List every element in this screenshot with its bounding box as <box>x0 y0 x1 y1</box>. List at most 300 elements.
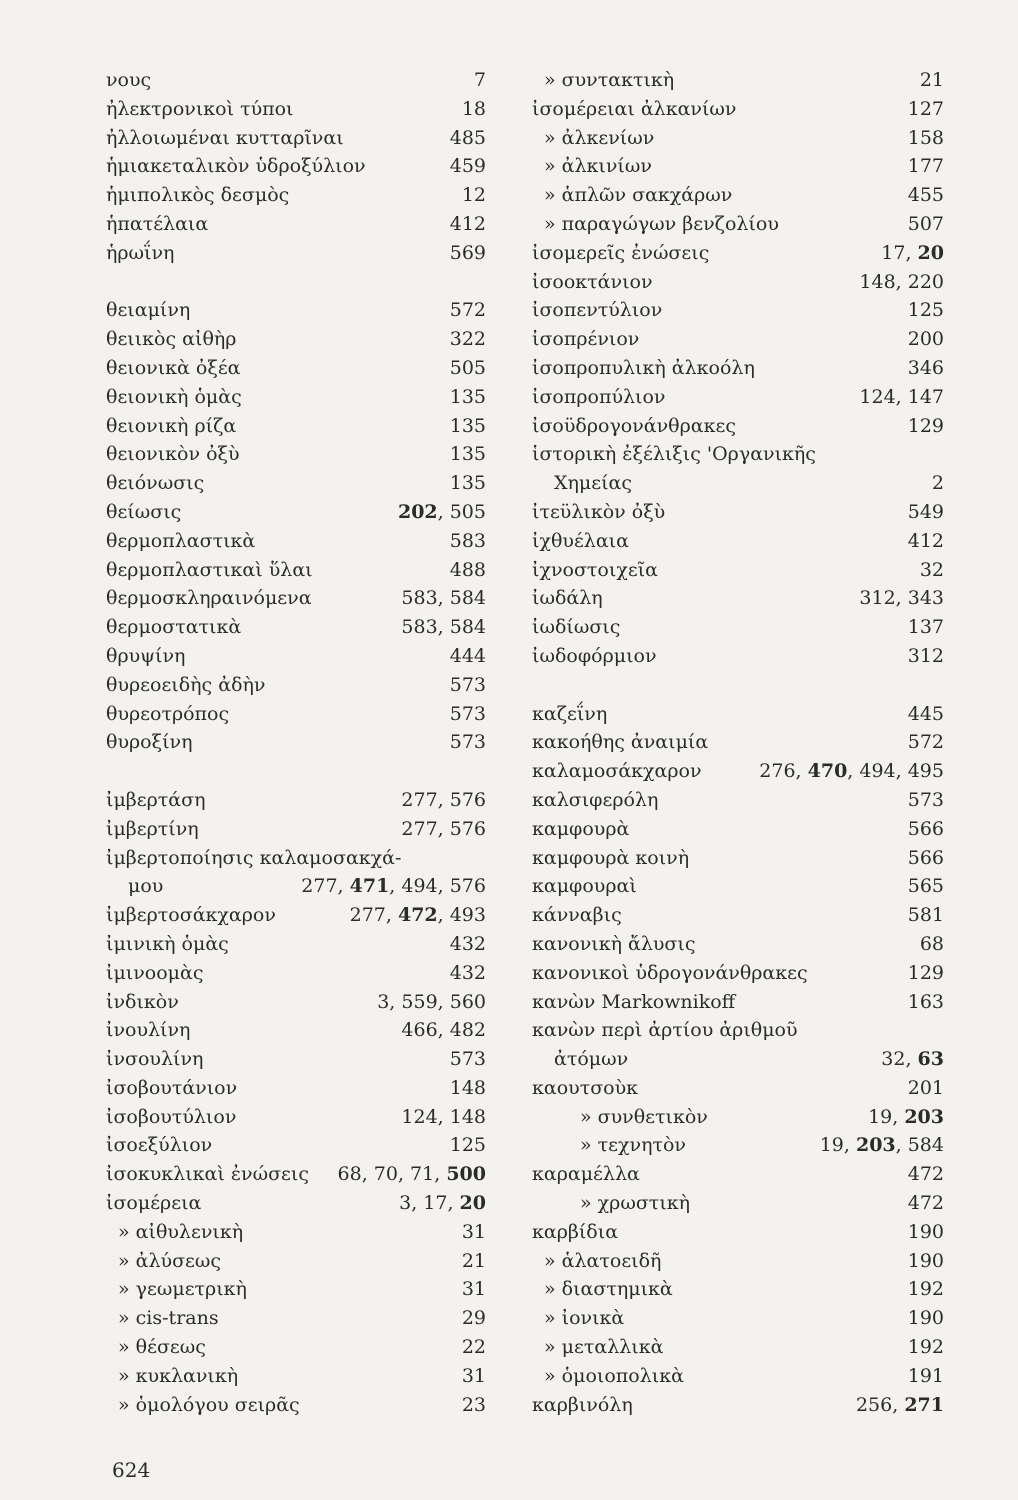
page-ref-main: 471 <box>349 875 390 898</box>
page-ref-main: 203 <box>904 1105 944 1128</box>
page-ref: 444 <box>449 644 486 667</box>
page-ref: 549 <box>907 500 944 523</box>
page-refs <box>462 181 486 210</box>
page-ref: 573 <box>449 702 486 725</box>
page-ref: 19, <box>868 1105 905 1128</box>
index-term: θυροξίνη <box>106 731 193 754</box>
page-refs <box>908 700 944 729</box>
page-ref: 68, 70, 71, <box>337 1163 447 1186</box>
page-ref: 190 <box>907 1307 944 1330</box>
page-refs <box>462 1333 486 1362</box>
page-ref: 127 <box>907 97 944 120</box>
page-ref: 148, 220 <box>859 270 944 293</box>
page-ref: 125 <box>449 1134 486 1157</box>
page-ref: 3, 17, <box>399 1192 460 1215</box>
page-ref: 459 <box>449 155 486 178</box>
page-refs <box>450 296 486 325</box>
page-refs <box>450 642 486 671</box>
page-ref: 566 <box>907 817 944 840</box>
index-term: καλαμοσάκχαρον <box>532 760 702 783</box>
index-term: κανονικοὶ ὑδρογονάνθρακες <box>532 961 808 984</box>
page-refs <box>908 95 944 124</box>
index-entry <box>106 1103 486 1132</box>
index-term: ἰωδίωσις <box>532 616 621 639</box>
index-entry <box>532 354 944 383</box>
page-refs <box>908 498 944 527</box>
page-refs <box>908 815 944 844</box>
index-term: » μεταλλικὰ <box>544 1336 664 1359</box>
page-ref: 583, 584 <box>401 587 486 610</box>
page-ref: 21 <box>919 69 944 91</box>
page-ref: 277, 576 <box>401 817 486 840</box>
index-term: » ἀλκενίων <box>544 126 655 149</box>
page-ref: 163 <box>907 990 944 1013</box>
index-entry <box>106 1074 486 1103</box>
page-refs <box>450 239 486 268</box>
index-term: ἰμβερτίνη <box>106 817 199 840</box>
index-entry <box>106 1045 486 1074</box>
page-refs <box>377 988 486 1017</box>
page-ref: 276, <box>759 760 808 783</box>
page-ref: 488 <box>449 558 486 581</box>
index-term: καζεΐνη <box>532 702 608 725</box>
index-term: ἰμβερτοποίησις καλαμοσακχά- <box>106 846 402 869</box>
index-term: καμφουρὰ κοινὴ <box>532 846 690 869</box>
page-refs <box>908 959 944 988</box>
page-ref: 137 <box>907 616 944 639</box>
page-ref: 31 <box>461 1220 486 1243</box>
index-term: ἰμινοομὰς <box>106 961 204 984</box>
page-refs <box>399 1189 486 1218</box>
index-entry <box>532 527 944 556</box>
page-refs <box>462 1362 486 1391</box>
page-ref: 572 <box>449 299 486 322</box>
index-term: ἰνουλίνη <box>106 1019 191 1042</box>
page-ref: , 584 <box>895 1134 944 1157</box>
index-term: » θέσεως <box>118 1336 206 1359</box>
page-ref: 472 <box>907 1192 944 1215</box>
page-ref: 505 <box>449 356 486 379</box>
index-entry <box>532 181 944 210</box>
page-ref: 21 <box>461 1249 486 1272</box>
index-term: ἰσοϋδρογονάνθρακες <box>532 414 736 437</box>
page-ref: 129 <box>907 414 944 437</box>
page-ref: 581 <box>907 904 944 927</box>
page-ref: 432 <box>449 932 486 955</box>
page-ref: 573 <box>449 731 486 754</box>
index-entry <box>532 1045 944 1074</box>
index-entry <box>532 584 944 613</box>
index-entry <box>532 1391 944 1420</box>
page-refs <box>908 1189 944 1218</box>
page-ref: 22 <box>461 1336 486 1359</box>
page-refs <box>908 1218 944 1247</box>
page-refs <box>881 239 944 268</box>
index-term: καλσιφερόλη <box>532 788 659 811</box>
page-ref-main: 20 <box>459 1192 486 1215</box>
index-term: καρβίδια <box>532 1220 619 1243</box>
index-entry <box>106 1275 486 1304</box>
index-entry <box>532 1131 944 1160</box>
page-ref: 583 <box>449 529 486 552</box>
index-term: » αἰθυλενικὴ <box>118 1220 244 1243</box>
page-refs <box>908 988 944 1017</box>
index-term: κανὼν περὶ ἀρτίου ἀριθμοῦ <box>532 1019 798 1042</box>
page-refs <box>450 354 486 383</box>
page-ref: 135 <box>449 472 486 495</box>
page-refs <box>450 959 486 988</box>
page-refs <box>908 872 944 901</box>
index-entry <box>532 268 944 297</box>
page-refs <box>908 901 944 930</box>
page-refs <box>908 1275 944 1304</box>
index-term: ἰωδάλη <box>532 587 603 610</box>
page-ref: 135 <box>449 414 486 437</box>
page-refs <box>759 757 944 786</box>
index-entry <box>532 1016 944 1045</box>
page-ref: 346 <box>907 356 944 379</box>
index-entry <box>106 325 486 354</box>
index-entry <box>106 786 486 815</box>
index-term: θυρεοτρόπος <box>106 702 230 725</box>
index-entry <box>106 1304 486 1333</box>
page-ref: 583, 584 <box>401 616 486 639</box>
index-entry <box>106 815 486 844</box>
page-refs <box>401 786 486 815</box>
page-refs <box>450 728 486 757</box>
page-ref: 573 <box>907 788 944 811</box>
page-ref: 135 <box>449 443 486 466</box>
index-term: ἰτεϋλικὸν ὀξὺ <box>532 500 666 523</box>
index-entry <box>532 210 944 239</box>
page-refs <box>450 440 486 469</box>
page-ref: 322 <box>449 328 486 351</box>
page-refs <box>450 469 486 498</box>
index-term: ἰσοπεντύλιον <box>532 299 663 322</box>
page-refs <box>868 1103 944 1132</box>
page-refs <box>450 152 486 181</box>
index-term: ἱστορικὴ ἐξέλιξις 'Οργανικῆς <box>532 443 816 466</box>
index-entry <box>532 498 944 527</box>
page-refs <box>450 124 486 153</box>
page-ref: 19, <box>819 1134 856 1157</box>
index-entry <box>106 498 486 527</box>
index-term: ἰμβερτάση <box>106 788 206 811</box>
index-entry <box>106 354 486 383</box>
index-term: ἰσοβουτάνιον <box>106 1076 238 1099</box>
index-entry <box>106 1160 486 1189</box>
index-term: » ἁπλῶν σακχάρων <box>544 184 733 207</box>
index-entry <box>532 844 944 873</box>
index-term: ἰχνοστοιχεῖα <box>532 558 658 581</box>
page-ref: 192 <box>907 1336 944 1359</box>
page-refs <box>908 181 944 210</box>
index-term: ἰμβερτοσάκχαρον <box>106 904 276 927</box>
page-refs <box>908 728 944 757</box>
index-entry <box>106 728 486 757</box>
index-entry <box>532 95 944 124</box>
page-refs <box>920 66 944 95</box>
page-ref-main: 20 <box>917 241 944 264</box>
index-term: ἰσοπρένιον <box>532 328 640 351</box>
page-ref: , 493 <box>437 904 486 927</box>
page-refs <box>350 901 486 930</box>
page-refs <box>450 1045 486 1074</box>
index-entry <box>532 930 944 959</box>
index-entry <box>106 1333 486 1362</box>
page-ref: 507 <box>907 212 944 235</box>
index-entry <box>106 412 486 441</box>
page-ref: 412 <box>449 212 486 235</box>
index-entry <box>532 700 944 729</box>
index-entry <box>532 469 944 498</box>
page-ref: 277, <box>349 904 398 927</box>
page-refs <box>450 527 486 556</box>
page-refs <box>450 1131 486 1160</box>
page-refs <box>450 671 486 700</box>
page-ref: 312 <box>907 644 944 667</box>
index-term: θειονικὸν ὀξὺ <box>106 443 240 466</box>
index-term: θειόνωσις <box>106 472 205 495</box>
index-entry <box>532 296 944 325</box>
page-refs <box>450 325 486 354</box>
index-term: θερμοσκληραινόμενα <box>106 587 312 610</box>
page-refs <box>450 412 486 441</box>
page-ref: 125 <box>907 299 944 322</box>
index-entry <box>532 642 944 671</box>
letter-gap <box>106 268 486 297</box>
index-term: θείωσις <box>106 500 182 523</box>
page-refs <box>908 1333 944 1362</box>
index-entry <box>106 1218 486 1247</box>
index-term: θειονικὴ ὁμὰς <box>106 385 242 408</box>
page-refs <box>908 1160 944 1189</box>
page-ref: 201 <box>907 1076 944 1099</box>
page-refs <box>450 383 486 412</box>
index-term: » γεωμετρικὴ <box>118 1278 247 1301</box>
page-ref: 12 <box>461 184 486 207</box>
page-ref: 277, <box>301 875 350 898</box>
index-term: » ὁμοιοπολικὰ <box>544 1364 684 1387</box>
page-refs <box>920 556 944 585</box>
page-ref: 192 <box>907 1278 944 1301</box>
page-number: 624 <box>112 1458 151 1482</box>
page-ref: 485 <box>449 126 486 149</box>
page-ref-main: 63 <box>917 1048 944 1071</box>
index-term: ἠλεκτρονικοὶ τύποι <box>106 97 294 120</box>
page-refs <box>859 584 944 613</box>
page-refs <box>908 1304 944 1333</box>
page-refs <box>856 1391 944 1420</box>
page-refs <box>401 1103 486 1132</box>
page-ref: 31 <box>461 1364 486 1387</box>
page-refs <box>450 930 486 959</box>
page-ref: , 505 <box>437 500 486 523</box>
index-entry <box>532 1074 944 1103</box>
page-ref: 432 <box>449 961 486 984</box>
index-term: » ἀλύσεως <box>118 1249 222 1272</box>
index-entry <box>106 988 486 1017</box>
index-entry <box>532 66 944 95</box>
page-refs <box>908 786 944 815</box>
index-entry <box>106 210 486 239</box>
page-refs <box>462 1304 486 1333</box>
index-entry <box>532 1103 944 1132</box>
page-ref-main: 271 <box>904 1393 944 1416</box>
page-refs <box>908 613 944 642</box>
index-term: θερμοπλαστικὰ <box>106 529 256 552</box>
index-term: ἰσομερεῖς ἐνώσεις <box>532 241 710 264</box>
index-entry <box>106 239 486 268</box>
page-ref: 573 <box>449 1048 486 1071</box>
index-term: ἰσοκυκλικαὶ ἐνώσεις <box>106 1163 309 1186</box>
index-entry <box>106 527 486 556</box>
index-entry <box>106 124 486 153</box>
index-entry <box>106 930 486 959</box>
index-entry <box>106 1247 486 1276</box>
index-entry <box>106 152 486 181</box>
page-refs <box>908 1362 944 1391</box>
index-term: ἰσοπροπυλικὴ ἀλκοόλη <box>532 356 755 379</box>
index-term: » συνθετικὸν <box>580 1105 708 1128</box>
index-entry <box>106 642 486 671</box>
index-term: καμφουραὶ <box>532 875 637 898</box>
page-ref: 31 <box>461 1278 486 1301</box>
page-ref: 190 <box>907 1249 944 1272</box>
page-refs <box>908 210 944 239</box>
page-ref: 572 <box>907 731 944 754</box>
index-entry <box>532 440 944 469</box>
index-entry <box>106 1189 486 1218</box>
index-entry <box>532 412 944 441</box>
index-term: » κυκλανικὴ <box>118 1364 239 1387</box>
index-entry <box>106 66 486 95</box>
index-entry <box>106 181 486 210</box>
page-refs <box>462 1218 486 1247</box>
page-refs <box>881 1045 944 1074</box>
page-ref: 466, 482 <box>401 1019 486 1042</box>
page-ref: 455 <box>907 184 944 207</box>
index-entry <box>106 440 486 469</box>
page-refs <box>462 95 486 124</box>
page-ref: 177 <box>907 155 944 178</box>
index-term: ἰωδοφόρμιον <box>532 644 657 667</box>
page-ref: 29 <box>461 1307 486 1330</box>
index-entry <box>106 959 486 988</box>
page-ref: 256, <box>855 1393 905 1416</box>
page-refs <box>908 325 944 354</box>
index-term: ἰσοβουτύλιον <box>106 1105 237 1128</box>
page-ref: 573 <box>449 673 486 696</box>
page-ref: 7 <box>473 69 486 91</box>
page-refs <box>908 1247 944 1276</box>
page-ref: 277, 576 <box>401 788 486 811</box>
index-term: ἰνδικὸν <box>106 990 179 1013</box>
page-ref: , 494, 576 <box>389 875 486 898</box>
index-entry <box>106 844 486 873</box>
index-entry <box>106 383 486 412</box>
index-term: » τεχνητὸν <box>580 1134 686 1157</box>
index-term: » ἀλκινίων <box>544 155 652 178</box>
index-entry <box>532 124 944 153</box>
index-term: καραμέλλα <box>532 1163 640 1186</box>
index-entry <box>532 239 944 268</box>
page-refs <box>859 383 944 412</box>
page-ref: , 494, 495 <box>847 760 944 783</box>
index-term: ἰσοοκτάνιον <box>532 270 653 293</box>
page-ref: 412 <box>907 529 944 552</box>
page-refs <box>450 700 486 729</box>
index-term: κανονικὴ ἄλυσις <box>532 932 696 955</box>
page-ref-main: 202 <box>397 500 438 523</box>
page-refs <box>401 584 486 613</box>
index-entry <box>532 815 944 844</box>
index-term: ἰνσουλίνη <box>106 1048 204 1071</box>
index-term: θειονικὰ ὀξέα <box>106 356 241 379</box>
page-ref: 190 <box>907 1220 944 1243</box>
page-ref: 124, 148 <box>401 1105 486 1128</box>
index-entry <box>106 613 486 642</box>
page-ref: 68 <box>919 932 944 955</box>
index-entry <box>532 1304 944 1333</box>
page-ref-main: 472 <box>397 904 438 927</box>
index-term: κανὼν Markownikoff <box>532 990 736 1013</box>
page-ref: 445 <box>907 702 944 725</box>
index-term: ἰσομέρεια <box>106 1192 202 1215</box>
page-ref: 129 <box>907 961 944 984</box>
index-term: » cis-trans <box>118 1307 219 1330</box>
index-entry <box>532 1333 944 1362</box>
page-ref: 148 <box>449 1076 486 1099</box>
index-term: θυρεοειδὴς ἀδὴν <box>106 673 266 696</box>
page-ref: 18 <box>461 97 486 120</box>
page-refs <box>462 1275 486 1304</box>
page-ref: 2 <box>931 472 944 495</box>
page-refs <box>908 354 944 383</box>
index-term: θερμοπλαστικαὶ ὕλαι <box>106 558 313 581</box>
index-entry <box>532 901 944 930</box>
index-entry <box>106 556 486 585</box>
index-term: Χημείας <box>554 472 633 495</box>
index-term: » παραγώγων βενζολίου <box>544 212 779 235</box>
index-column-left <box>106 66 486 1419</box>
page-refs <box>450 556 486 585</box>
page-refs <box>820 1131 944 1160</box>
index-term: καμφουρὰ <box>532 817 630 840</box>
page-refs <box>401 613 486 642</box>
index-term: ἰχθυέλαια <box>532 529 629 552</box>
page-refs <box>462 1391 486 1420</box>
index-term: » ἰονικὰ <box>544 1307 625 1330</box>
page-ref: 158 <box>907 126 944 149</box>
index-term: » ὁμολόγου σειρᾶς <box>118 1393 300 1416</box>
index-entry <box>532 325 944 354</box>
index-entry <box>532 757 944 786</box>
index-entry <box>106 1016 486 1045</box>
index-entry <box>532 872 944 901</box>
page-refs <box>401 1016 486 1045</box>
index-entry <box>106 872 486 901</box>
index-entry <box>532 556 944 585</box>
index-term: κακοήθης ἀναιμία <box>532 731 709 754</box>
index-term: ἰσομέρειαι ἀλκανίων <box>532 97 737 120</box>
index-entry <box>106 296 486 325</box>
page-ref: 566 <box>907 846 944 869</box>
index-term: ἰσοπροπύλιον <box>532 385 666 408</box>
page-ref: 32 <box>919 558 944 581</box>
index-entry <box>106 584 486 613</box>
index-entry <box>532 1247 944 1276</box>
